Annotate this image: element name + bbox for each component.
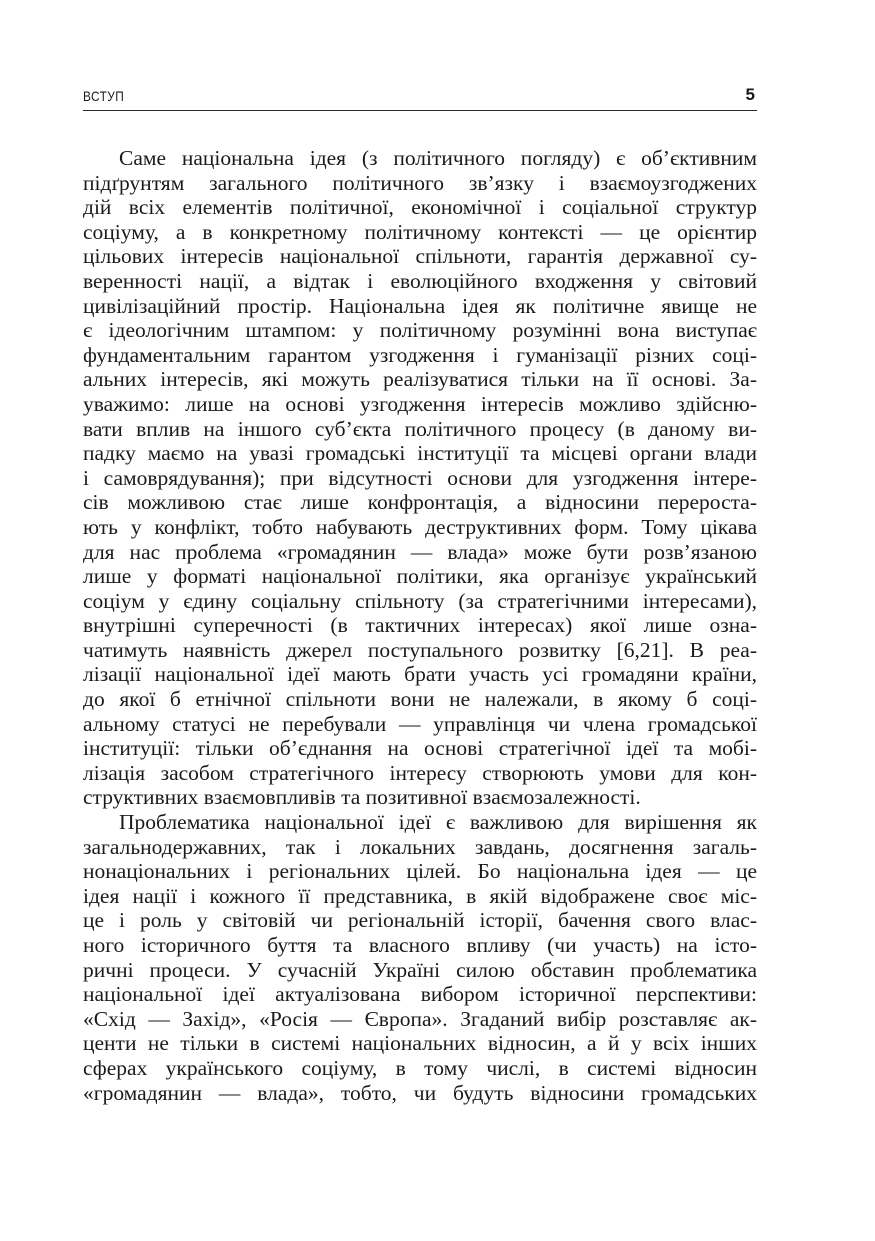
paragraph	[83, 810, 757, 1105]
text-line: Проблематика національної ідеї є важливою для вирішення як	[119, 810, 757, 835]
text-line: ного історичного буття та власного впливу (чи участь) на істо-	[83, 933, 757, 957]
paragraph	[83, 146, 757, 810]
text-line: «громадянин — влада», тобто, чи будуть відносини громадських	[83, 1080, 757, 1105]
text-line: чатимуть наявність джерел поступального розвитку [6,21]. В реа-	[83, 637, 757, 662]
text-line: підґрунтям загального політичного зв’язку і взаємоузгоджених	[83, 170, 757, 195]
text-line: альних інтересів, які можуть реалізуватися тільки на її основі. За-	[83, 367, 757, 392]
text-line: інституції: тільки об’єднання на основі стратегічної ідеї та мобі-	[83, 736, 757, 761]
page-number: 5	[745, 85, 755, 104]
text-line: сферах українського соціуму, в тому числі, в системі відносин	[83, 1055, 757, 1080]
text-line: це і роль у світовій чи регіональній історії, бачення свого влас-	[83, 908, 757, 933]
text-line: лізація засобом стратегічного інтересу створюють умови для кон-	[83, 760, 757, 785]
text-line: альному статусі не перебували — управлінця чи члена громадської	[83, 711, 757, 736]
text-line: Саме національна ідея (з політичного погляду) є об’єктивним	[119, 146, 757, 170]
text-line: уважимо: лише на основі узгодження інтересів можливо здійсню-	[83, 391, 757, 416]
text-line: структивних взаємовпливів та позитивної взаємозалежності.	[83, 785, 641, 810]
text-line: ричні процеси. У сучасній Україні силою обставин проблематика	[83, 957, 757, 982]
text-line: соціуму, а в конкретному політичному контексті — це орієнтир	[83, 219, 757, 244]
text-line: для нас проблема «громадянин — влада» може бути розв’язаною	[83, 539, 757, 564]
text-line: до якої б етнічної спільноти вони не належали, в якому б соці-	[83, 687, 757, 712]
text-line: цільових інтересів національної спільноти, гарантія державної су-	[83, 244, 757, 269]
text-line: падку маємо на увазі громадські інституції та місцеві органи влади	[83, 441, 757, 466]
text-line: є ідеологічним штампом: у політичному розумінні вона виступає	[83, 318, 757, 343]
text-line: нонаціональних і регіональних цілей. Бо національна ідея — це	[83, 859, 757, 884]
text-line: і самоврядування); при відсутності основи для узгодження інтере-	[83, 465, 757, 490]
text-line: сів можливою стає лише конфронтація, а відносини перероста-	[83, 490, 757, 515]
section-title: ВСТУП	[83, 88, 125, 104]
text-line: лише у форматі національної політики, яка організує український	[83, 564, 757, 589]
text-line: дій всіх елементів політичної, економічної і соціальної структур	[83, 195, 757, 220]
text-line: соціум у єдину соціальну спільноту (за стратегічними інтересами),	[83, 588, 757, 613]
text-line: «Схід — Захід», «Росія — Європа». Згаданий вибір розставляє ак-	[83, 1006, 757, 1031]
running-header	[83, 84, 757, 111]
body-text	[83, 146, 757, 1105]
text-line: ідея нації і кожного її представника, в якій відображене своє міс-	[83, 883, 757, 908]
text-line: національної ідеї актуалізована вибором історичної перспективи:	[83, 982, 757, 1007]
text-line: загальнодержавних, так і локальних завдань, досягнення загаль-	[83, 834, 757, 859]
text-line: вати вплив на іншого суб’єкта політичного процесу (в даному ви-	[83, 416, 757, 441]
text-line: центи не тільки в системі національних відносин, а й у всіх інших	[83, 1031, 757, 1056]
text-line: цивілізаційний простір. Національна ідея як політичне явище не	[83, 293, 757, 318]
text-line: ють у конфлікт, тобто набувають деструктивних форм. Тому цікава	[83, 514, 757, 539]
text-line: фундаментальним гарантом узгодження і гуманізації різних соці-	[83, 342, 757, 367]
text-line: веренності нації, а відтак і еволюційного входження у світовий	[83, 268, 757, 293]
text-line: внутрішні суперечності (в тактичних інтересах) якої лише озна-	[83, 613, 757, 638]
text-line: лізації національної ідеї мають брати участь усі громадяни країни,	[83, 662, 757, 687]
